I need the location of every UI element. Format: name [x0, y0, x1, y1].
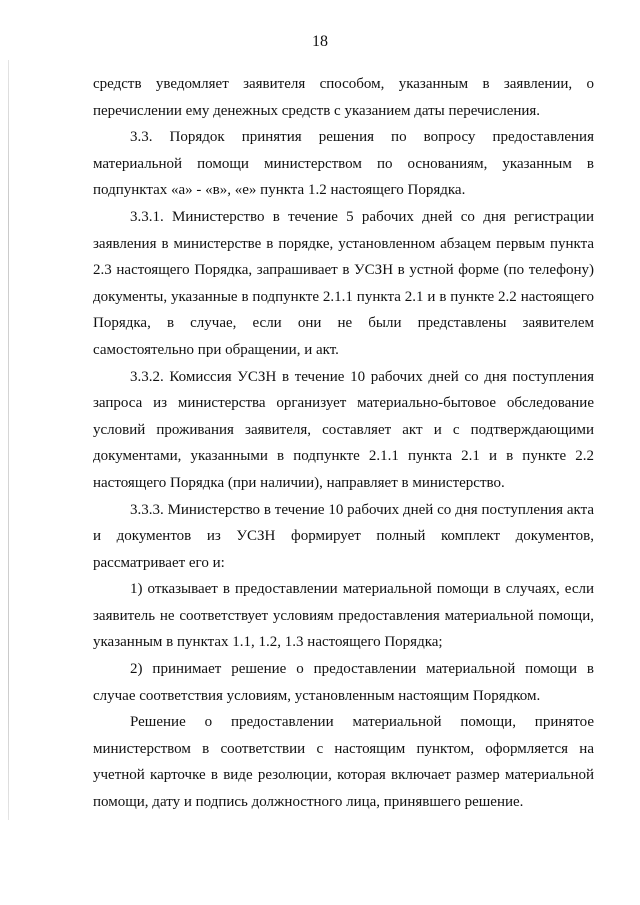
- paragraph-section-3-3-3: 3.3.3. Министерство в течение 10 рабочих дней со дня поступления акта и документов из УСЗН формирует полный комплект документов, рассматривает его и:: [93, 501, 594, 571]
- paragraph-section-3-3-2: 3.3.2. Комиссия УСЗН в течение 10 рабочих дней со дня поступления запроса из министерства организует материально-бытовое обследование условий проживания заявителя, составляет акт и с подтверждающими документами, указанными в подпункте 2.1.1 пункта 2.1 и в пункте 2.2 настоящего Порядка (при наличии), направляет в министерство.: [93, 368, 594, 491]
- paragraph-section-3-3: 3.3. Порядок принятия решения по вопросу предоставления материальной помощи министерством по основаниям, указанным в подпунктах «а» - «в», «е» пункта 1.2 настоящего Порядка.: [93, 129, 594, 199]
- scan-edge-line: [8, 60, 9, 820]
- list-item-approval: 2) принимает решение о предоставлении материальной помощи в случае соответствия условиям, установленным настоящим Порядком.: [93, 661, 594, 704]
- list-item-refusal: 1) отказывает в предоставлении материальной помощи в случаях, если заявитель не соответствует условиям предоставления материальной помощи, указанным в пунктах 1.1, 1.2, 1.3 настоящего Порядка;: [93, 581, 594, 651]
- paragraph-section-3-3-1: 3.3.1. Министерство в течение 5 рабочих дней со дня регистрации заявления в министерстве в порядке, установленном абзацем первым пункта 2.3 настоящего Порядка, запрашивает в УСЗН в устной форме (по телефону) документы, указанные в подпункте 2.1.1 пункта 2.1 и в пункте 2.2 настоящего Порядка, в случае, если они не были представлены заявителем самостоятельно при обращении, и акт.: [93, 208, 594, 358]
- paragraph-decision: Решение о предоставлении материальной помощи, принятое министерством в соответствии с настоящим пунктом, оформляется на учетной карточке в виде резолюции, которая включает размер материальной помощи, дату и подпись должностного лица, принявшего решение.: [93, 714, 594, 811]
- document-body: [93, 71, 594, 816]
- page-number: 18: [312, 33, 328, 50]
- paragraph-continuation: средств уведомляет заявителя способом, указанным в заявлении, о перечислении ему денежных средств с указанием даты перечисления.: [93, 76, 594, 119]
